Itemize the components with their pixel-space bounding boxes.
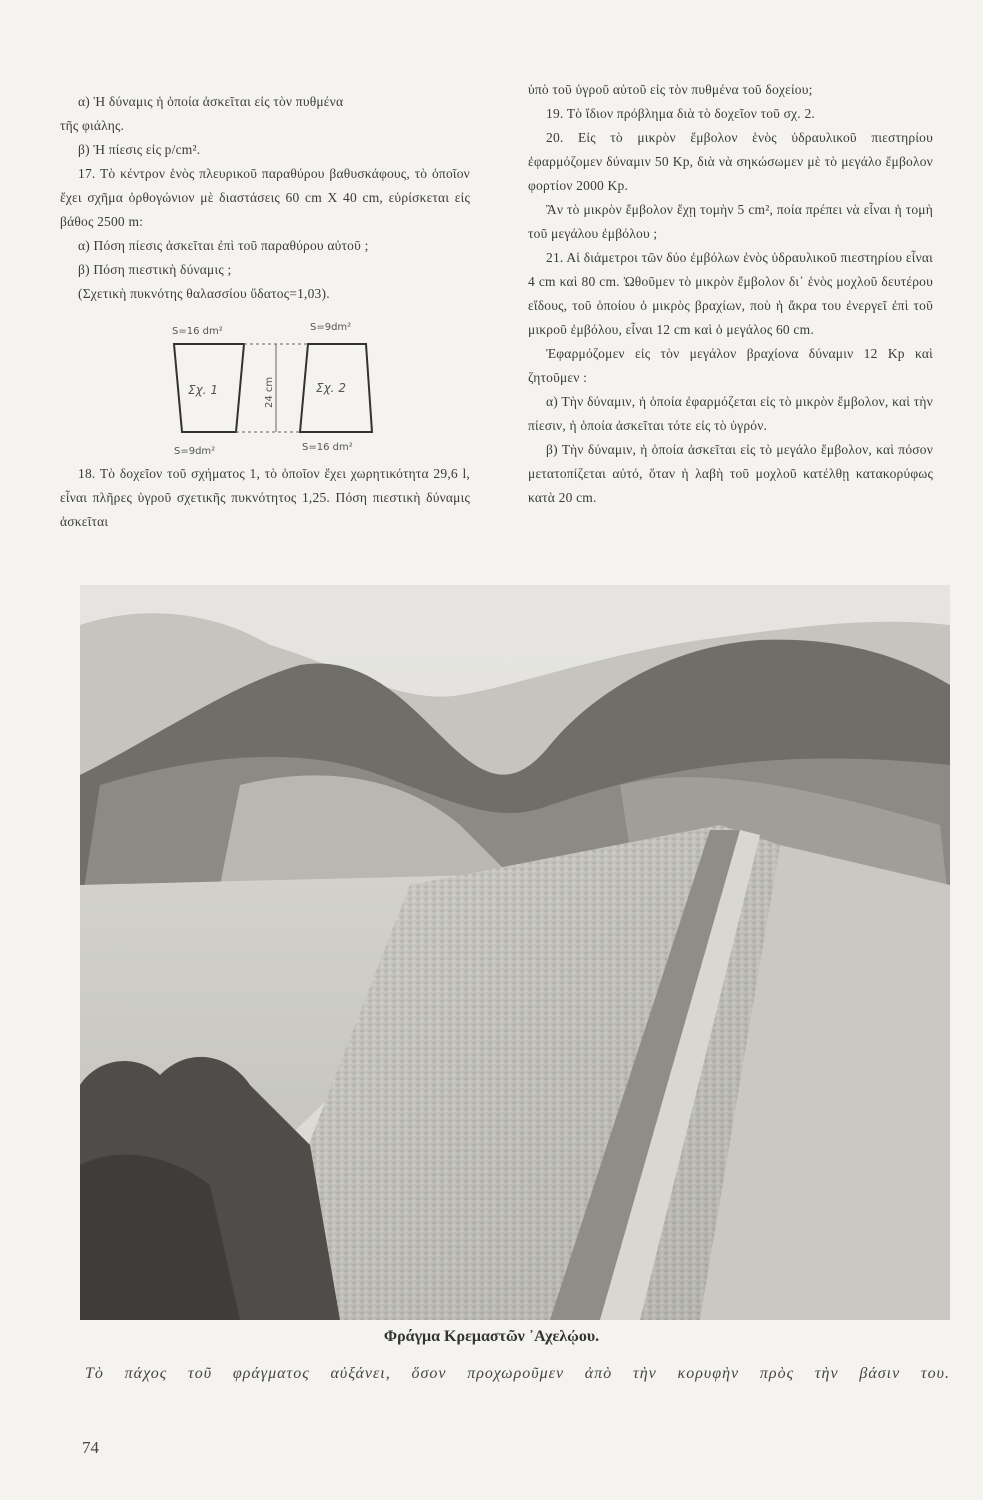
exercise-17a: α) Πόση πίεσις ἀσκεῖται ἐπὶ τοῦ παραθύρου αὐτοῦ ; [78,238,369,253]
exercise-21: 21. Αἱ διάμετροι τῶν δύο ἐμβόλων ἑνὸς ὑδραυλικοῦ πιεστηρίου εἶναι 4 cm καὶ 80 cm. Ὠθοῦμεν τὸ μικρὸν ἔμβολον δι᾽ ἑνὸς μοχλοῦ δευτέρου εἴδους, τοῦ ὁποίου ὁ μικρὸς βραχίων, ποὺ ἡ ἄκρα του ἐνεργεῖ ἐπὶ τοῦ μικροῦ ἐμβόλου, εἶναι 12 cm καὶ ὁ μεγάλος 60 cm. [528,250,933,337]
height-label: 24 cm [264,376,275,408]
photo-caption-text: Τὸ πάχος τοῦ φράγματος αὐξάνει, ὅσον προχωροῦμεν ἀπὸ τὴν κορυφὴν πρὸς τὴν βάσιν του. [85,1365,950,1382]
exercise-18-cont: ὑπὸ τοῦ ὑγροῦ αὐτοῦ εἰς τὸν πυθμένα τοῦ δοχείου; [528,82,813,97]
dam-photograph [80,585,950,1320]
fig1-top-label: S=16 dm² [172,326,223,337]
exercise-16b: β) Ἡ πίεσις εἰς p/cm². [78,142,201,157]
fig2-bottom-label: S=16 dm² [302,442,353,453]
exercise-17-note: (Σχετικὴ πυκνότης θαλασσίου ὕδατος=1,03). [78,286,330,301]
left-column [60,90,470,306]
exercise-20: 20. Εἰς τὸ μικρὸν ἔμβολον ἑνὸς ὑδραυλικοῦ πιεστηρίου ἐφαρμόζομεν δύναμιν 50 Kp, διὰ νὰ σηκώσωμεν μὲ τὸ μεγάλο ἔμβολον φορτίον 2000 Kp. [528,130,933,193]
exercise-17b: β) Πόση πιεστικὴ δύναμις ; [78,262,232,277]
right-column [528,78,933,510]
exercise-20-question: Ἂν τὸ μικρὸν ἔμβολον ἔχῃ τομὴν 5 cm², ποία πρέπει νὰ εἶναι ἡ τομὴ τοῦ μεγάλου ἐμβόλου ; [528,202,933,241]
fig2-label: Σχ. 2 [316,381,346,395]
page-number: 74 [82,1438,99,1457]
exercise-18: 18. Τὸ δοχεῖον τοῦ σχήματος 1, τὸ ὁποῖον ἔχει χωρητικότητα 29,6 l, εἶναι πλῆρες ὑγροῦ σχετικῆς πυκνότητος 1,25. Πόση πιεστικὴ δύναμις ἀσκεῖται [60,466,470,529]
fig1-bottom-label: S=9dm² [174,446,216,457]
vessel-figure [168,314,398,459]
exercise-19: 19. Τὸ ἴδιον πρόβλημα διὰ τὸ δοχεῖον τοῦ σχ. 2. [546,106,815,121]
exercise-21b: β) Τὴν δύναμιν, ἡ ὁποία ἀσκεῖται εἰς τὸ μεγάλο ἔμβολον, καὶ πόσον μετατοπίζεται αὐτό, ὅταν ἡ λαβὴ τοῦ μοχλοῦ κατέλθῃ κατακορύφως κατὰ 20 cm. [528,442,933,505]
exercise-17: 17. Τὸ κέντρον ἑνὸς πλευρικοῦ παραθύρου βαθυσκάφους, τὸ ὁποῖον ἔχει σχῆμα ὀρθογώνιον μὲ διαστάσεις 60 cm X 40 cm, εὑρίσκεται εἰς βάθος 2500 m: [60,166,470,229]
exercise-21-given: Ἐφαρμόζομεν εἰς τὸν μεγάλον βραχίονα δύναμιν 12 Kp καὶ ζητοῦμεν : [528,346,933,385]
fig1-label: Σχ. 1 [188,383,218,397]
exercise-16a: α) Ἡ δύναμις ἡ ὁποία ἀσκεῖται εἰς τὸν πυθμένα [78,94,344,109]
photo-caption-title: Φράγμα Κρεμαστῶν ᾿Αχελῴου. [383,1328,600,1345]
exercise-16a-cont: τῆς φιάλης. [60,118,125,133]
left-column-bottom [60,462,470,534]
exercise-21a: α) Τὴν δύναμιν, ἡ ὁποία ἐφαρμόζεται εἰς τὸ μικρὸν ἔμβολον, καὶ τὴν πίεσιν, ἡ ὁποία ἀσκεῖται τότε εἰς τὸ ὑγρόν. [528,394,933,433]
fig2-top-label: S=9dm² [310,322,352,333]
